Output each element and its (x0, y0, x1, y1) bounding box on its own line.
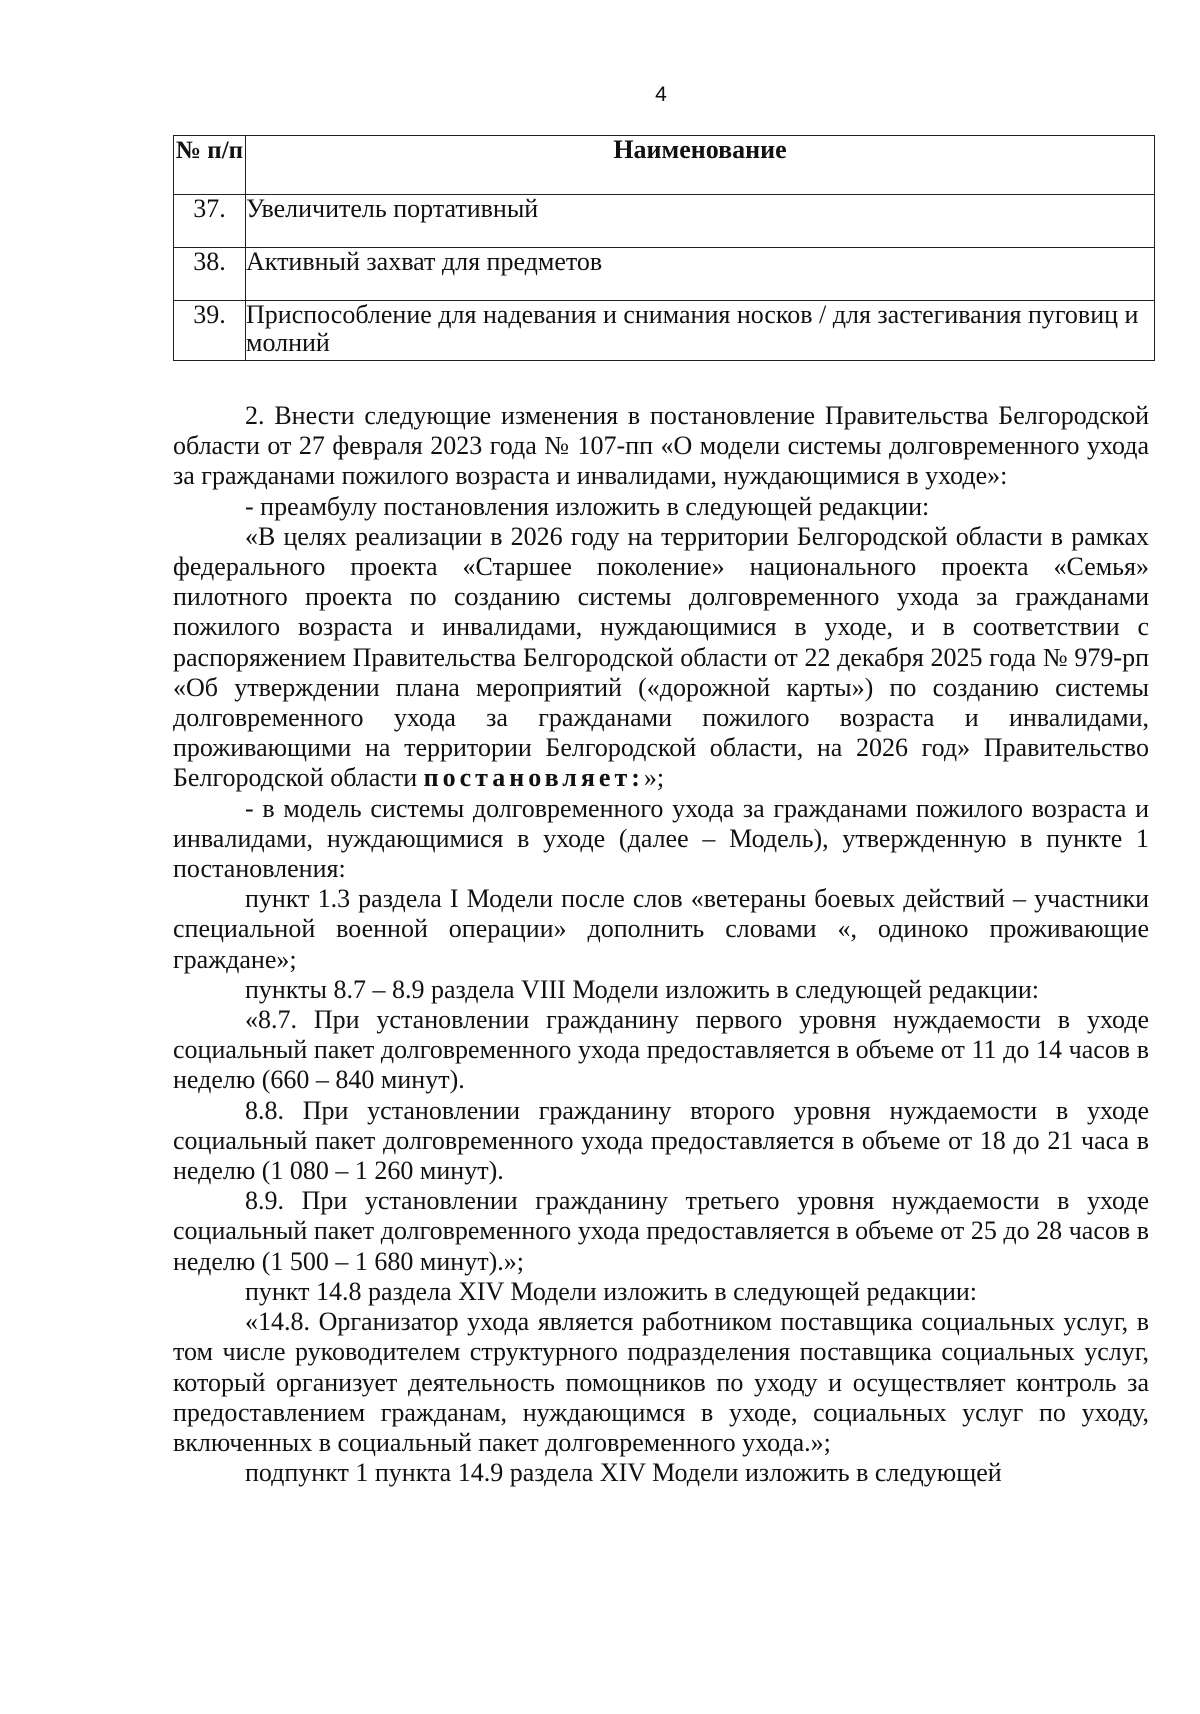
paragraph: подпункт 1 пункта 14.9 раздела XIV Модели изложить в следующей (245, 1458, 1002, 1488)
paragraph: «8.7. При установлении гражданину первого уровня нуждаемости в уходе социальный пакет долговременного ухода предоставляется в объеме от 11 до 14 часов в неделю (660 – 840 минут). (173, 1005, 1149, 1095)
table-row (174, 195, 1155, 248)
paragraph: 8.9. При установлении гражданину третьего уровня нуждаемости в уходе социальный пакет долговременного ухода предоставляется в объеме от 25 до 28 часов в неделю (1 500 – 1 680 минут).»; (173, 1186, 1149, 1276)
row-name: Приспособление для надевания и снимания носков / для застегивания пуговиц и молний (246, 301, 1155, 361)
header-num: № п/п (174, 136, 246, 195)
preamble-text: «В целях реализации в 2026 году на территории Белгородской области в рамках федерального проекта «Старшее поколение» национального проекта «Семья» пилотного проекта по созданию системы долговременного ухода за гражданами пожилого возраста и инвалидами, нуждающимися в уходе, и в соответствии с распоряжением Правительства Белгородской области от 22 декабря 2025 года № 979-рп «Об утверждении плана мероприятий («дорожной карты») по созданию системы долговременного ухода за гражданами пожилого возраста и инвалидами, проживающими на территории Белгородской области, на 2026 год» Правительство Белгородской области (173, 521, 1149, 793)
row-name: Активный захват для предметов (246, 248, 1155, 301)
row-num: 38. (174, 248, 246, 301)
paragraph: 8.8. При установлении гражданину второго уровня нуждаемости в уходе социальный пакет долговременного ухода предоставляется в объеме от 18 до 21 часа в неделю (1 080 – 1 260 минут). (173, 1095, 1149, 1186)
header-name: Наименование (246, 136, 1155, 195)
table-row (174, 248, 1155, 301)
items-table (173, 135, 1155, 361)
paragraph: пункт 14.8 раздела XIV Модели изложить в следующей редакции: (245, 1276, 978, 1306)
row-num: 37. (174, 195, 246, 248)
document-body (173, 401, 1149, 1488)
paragraph: - в модель системы долговременного ухода за гражданами пожилого возраста и инвалидами, нуждающимися в уходе (далее – Модель), утвержденную в пункте 1 постановления: (173, 793, 1149, 884)
preamble-end: »; (643, 763, 665, 793)
paragraph: - преамбулу постановления изложить в следующей редакции: (245, 491, 930, 521)
table-row (174, 301, 1155, 361)
paragraph-preamble (173, 522, 1149, 794)
paragraph: «14.8. Организатор ухода является работником поставщика социальных услуг, в том числе руководителем структурного подразделения поставщика социальных услуг, который организует деятельность помощников по уходу и осуществляет контроль за предоставлением гражданам, нуждающимся в уходе, социальных услуг по уходу, включенных в социальный пакет долговременного ухода.»; (173, 1307, 1149, 1457)
row-num: 39. (174, 301, 246, 361)
row-name: Увеличитель портативный (246, 195, 1155, 248)
page-number: 4 (655, 83, 667, 106)
paragraph: пункты 8.7 – 8.9 раздела VIII Модели изложить в следующей редакции: (245, 974, 1039, 1004)
paragraph: 2. Внести следующие изменения в постановление Правительства Белгородской области от 27 февраля 2023 года № 107-пп «О модели системы долговременного ухода за гражданами пожилого возраста и инвалидами, нуждающимися в уходе»: (173, 401, 1149, 491)
table-header-row (174, 136, 1155, 195)
resolves-word: постановляет: (423, 763, 644, 793)
paragraph: пункт 1.3 раздела I Модели после слов «ветераны боевых действий – участники специальной военной операции» дополнить словами «, одиноко проживающие граждане»; (173, 884, 1149, 974)
